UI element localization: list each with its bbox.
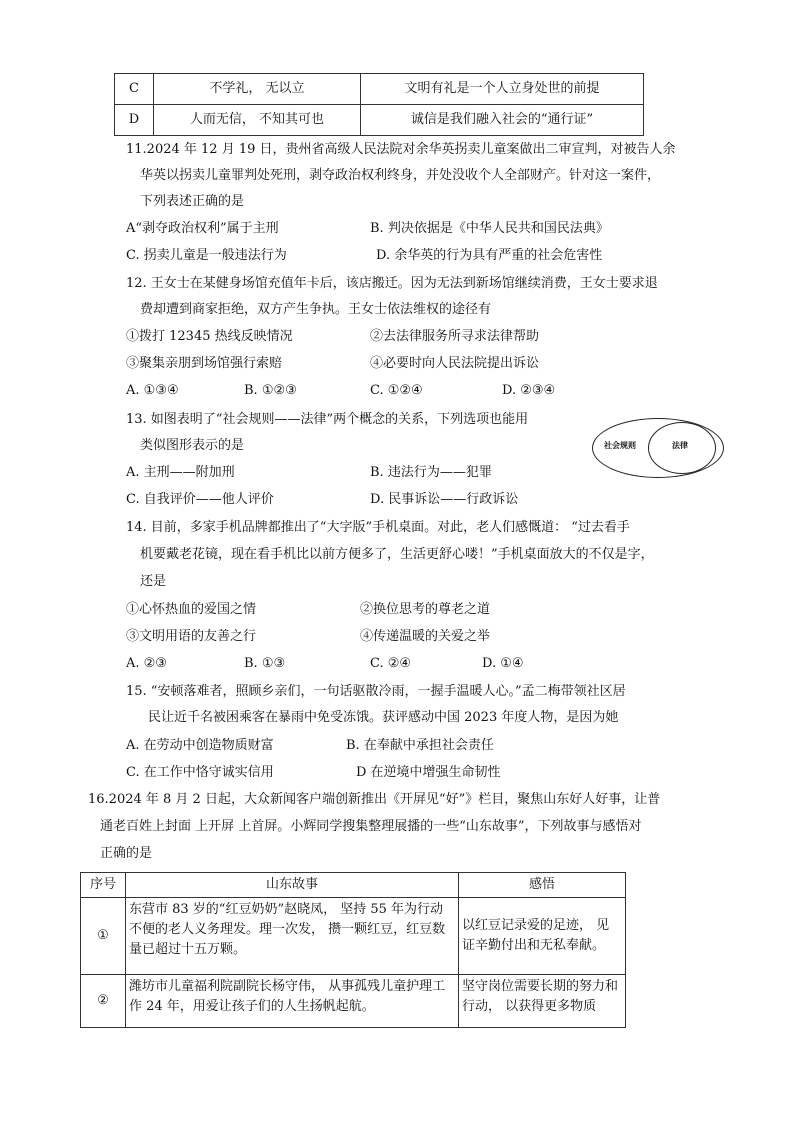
q12-line1: 12. 王女士在某健身场馆充值年卡后，该店搬迁。因为无法到新场馆继续消费，王女士要求退 [126, 276, 658, 291]
q12-statement-1: ①拨打 12345 热线反映情况 [126, 329, 293, 344]
q15-line1: 15. “安顿落难者，照顾乡亲们，一句话驱散冷雨，一握手温暖人心。”孟二梅带领社区居 [126, 684, 626, 699]
q13-line2: 类似图形表示的是 [140, 438, 245, 453]
q15-option-c: C. 在工作中恪守诚实信用 [126, 765, 274, 780]
q16-line1: 16.2024 年 8 月 2 日起，大众新闻客户端创新推出《开屏见“好”》栏目，聚焦山东好人好事，让普 [88, 792, 661, 807]
q15-option-d: D 在逆境中增强生命韧性 [356, 765, 501, 780]
q12-option-a: A. ①③④ [126, 383, 179, 398]
q14-statement-3: ③文明用语的友善之行 [126, 629, 257, 644]
row-story: 潍坊市儿童福利院副院长杨守伟， 从事孤残儿童护理工作 24 年，用爱让孩子们的人生扬帆起航。 [126, 975, 459, 1028]
q15-line2: 民让近千名被困乘客在暴雨中免受冻饿。获评感动中国 2023 年度人物，是因为她 [148, 710, 619, 725]
venn-diagram [592, 418, 724, 480]
q13-option-b: B. 违法行为——犯罪 [370, 465, 492, 480]
table-header-row [81, 873, 626, 898]
q13-option-d: D. 民事诉讼——行政诉讼 [370, 492, 519, 507]
row-story: 东营市 83 岁的“红豆奶奶”赵晓凤， 坚持 55 年为行动不便的老人义务理发。理一次发， 攒一颗红豆，红豆数量已超过十五万颗。 [126, 898, 459, 975]
q11-option-a: A“剥夺政治权利”属于主刑 [126, 221, 279, 236]
q14-line1: 14. 目前，多家手机品牌都推出了“大字版”手机桌面。对此，老人们感慨道： “过去看手 [126, 520, 630, 535]
q11-option-b: B. 判决依据是《中华人民共和国民法典》 [370, 221, 609, 236]
row-number: ① [81, 898, 126, 975]
q11-option-d: D. 余华英的行为具有严重的社会危害性 [376, 248, 603, 263]
q12-statement-2: ②去法律服务所寻求法律帮助 [370, 329, 540, 344]
row-saying: 人而无信， 不知其可也 [154, 105, 361, 136]
q14-statement-1: ①心怀热血的爱国之情 [126, 602, 257, 617]
q11-option-c: C. 拐卖儿童是一般违法行为 [126, 248, 287, 263]
q15-option-b: B. 在奉献中承担社会责任 [346, 738, 494, 753]
row-number: ② [81, 975, 126, 1028]
row-meaning: 文明有礼是一个人立身处世的前提 [361, 74, 644, 105]
row-insight: 坚守岗位需要长期的努力和行动， 以获得更多物质 [459, 975, 626, 1028]
q12-statement-3: ③聚集亲朋到场馆强行索赔 [126, 356, 283, 371]
row-saying: 不学礼， 无以立 [154, 74, 361, 105]
header-story: 山东故事 [126, 873, 459, 898]
table-row [115, 74, 644, 105]
q11-line2: 华英以拐卖儿童罪判处死刑，剥夺政治权利终身，并处没收个人全部财产。针对这一案件， [140, 168, 661, 183]
row-meaning: 诚信是我们融入社会的“通行证” [361, 105, 644, 136]
q13-option-a: A. 主刑——附加刑 [126, 465, 235, 480]
q16-line2: 通老百姓上封面 上开屏 上首屏。小辉同学搜集整理展播的一些“山东故事”，下列故事与感悟对 [100, 819, 642, 834]
q14-option-d: D. ①④ [482, 656, 524, 671]
q13-option-c: C. 自我评价——他人评价 [126, 492, 274, 507]
q14-statement-2: ②换位思考的尊老之道 [360, 602, 491, 617]
table-row [115, 105, 644, 136]
q16-line3: 正确的是 [100, 846, 153, 861]
row-insight: 以红豆记录爱的足迹， 见证辛勤付出和无私奉献。 [459, 898, 626, 975]
venn-inner-label: 法律 [672, 441, 688, 450]
q12-statement-4: ④必要时向人民法院提出诉讼 [370, 356, 540, 371]
q12-option-d: D. ②③④ [502, 383, 556, 398]
q14-statement-4: ④传递温暖的关爱之举 [360, 629, 491, 644]
venn-outer-label: 社会规则 [604, 441, 636, 450]
q14-line2: 机要戴老花镜，现在看手机比以前方便多了，生活更舒心喽！”手机桌面放大的不仅是字， [140, 547, 654, 562]
table-row [81, 975, 626, 1028]
q14-option-a: A. ②③ [126, 656, 167, 671]
shandong-stories-table [80, 872, 626, 1028]
q15-option-a: A. 在劳动中创造物质财富 [126, 738, 274, 753]
table-row [81, 898, 626, 975]
options-table [114, 73, 644, 136]
q14-line3: 还是 [140, 574, 167, 589]
q12-option-c: C. ①②④ [370, 383, 423, 398]
row-letter: C [115, 74, 154, 105]
q14-option-c: C. ②④ [370, 656, 412, 671]
q12-option-b: B. ①②③ [244, 383, 297, 398]
q13-line1: 13. 如图表明了“社会规则——法律”两个概念的关系，下列选项也能用 [126, 412, 529, 427]
q14-option-b: B. ①③ [244, 656, 286, 671]
q11-line1: 11.2024 年 12 月 19 日，贵州省高级人民法院对余华英拐卖儿童案做出二审宣判，对被告人余 [126, 142, 676, 157]
q11-line3: 下列表述正确的是 [140, 194, 245, 209]
row-letter: D [115, 105, 154, 136]
header-number: 序号 [81, 873, 126, 898]
header-insight: 感悟 [459, 873, 626, 898]
q12-line2: 费却遭到商家拒绝，双方产生争执。王女士依法维权的途径有 [140, 302, 492, 317]
